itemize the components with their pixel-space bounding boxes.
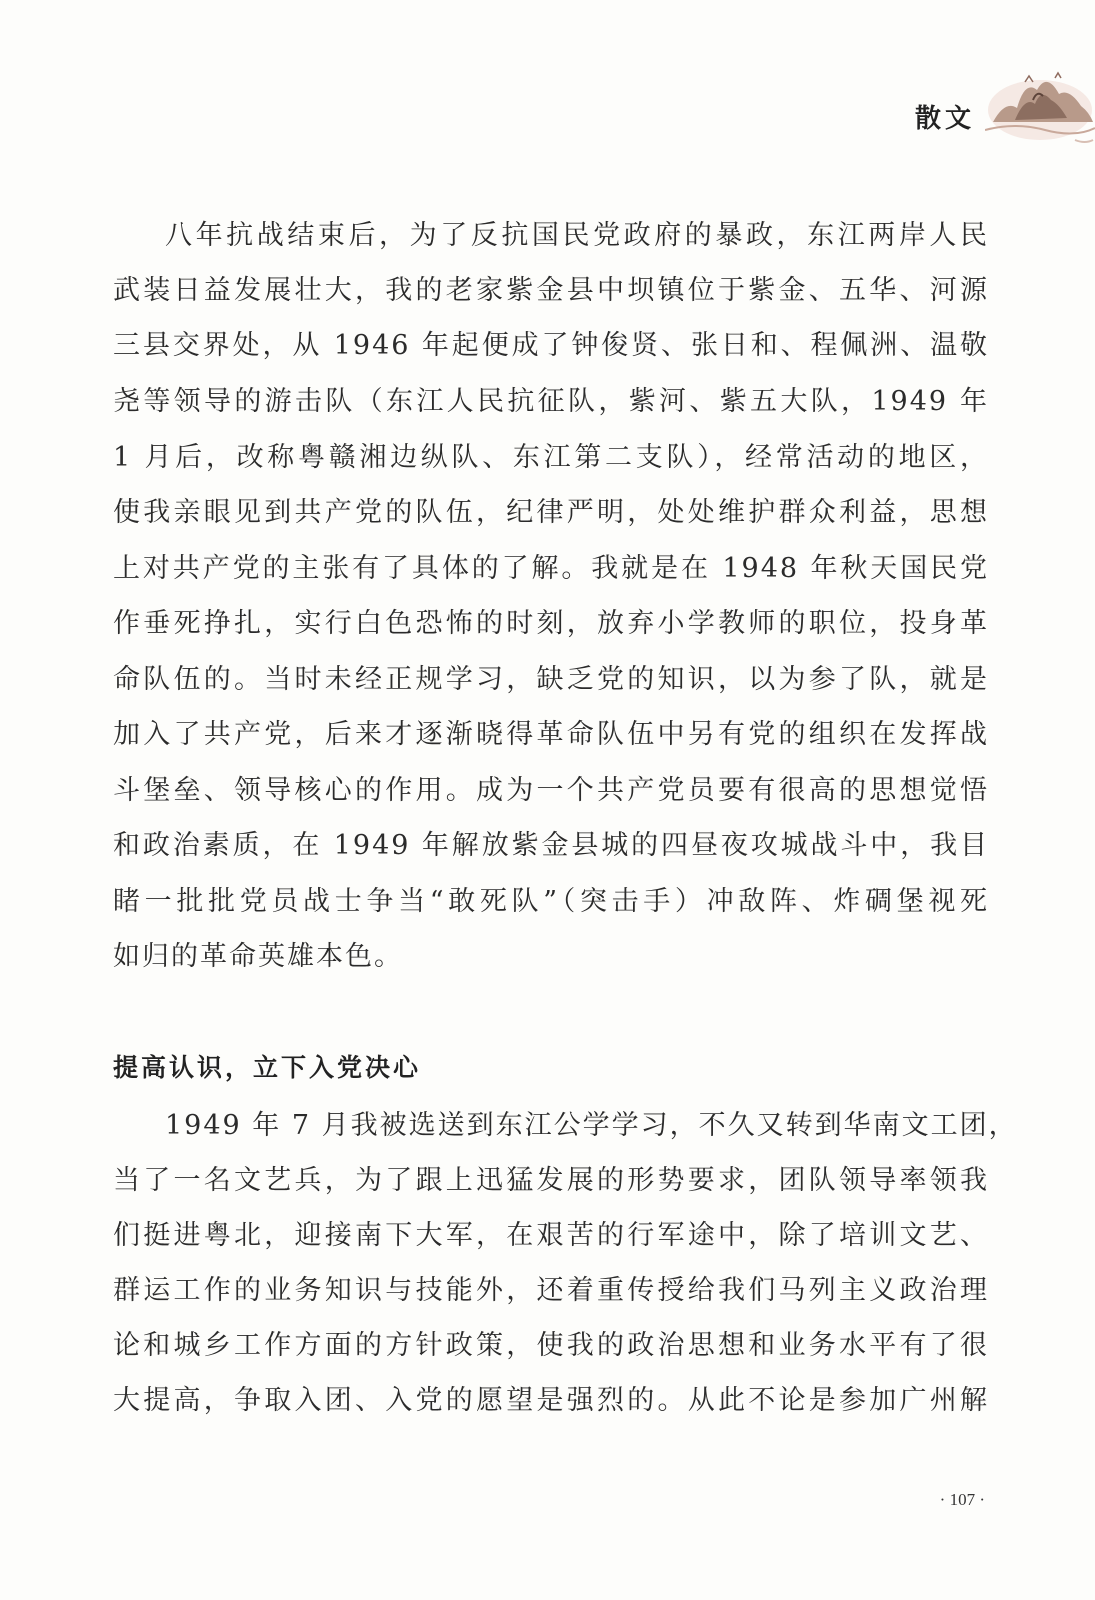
paragraph2-line-5: 论和城乡工作方面的方针政策，使我的政治思想和业务水平有了很 [113, 1330, 989, 1361]
page-header [795, 60, 1095, 170]
paragraph2-line-6: 大提高，争取入团、入党的愿望是强烈的。从此不论是参加广州解 [113, 1385, 989, 1416]
paragraph1-line-2: 武装日益发展壮大，我的老家紫金县中坝镇位于紫金、五华、河源 [113, 275, 989, 306]
paragraph1-line-14: 如归的革命英雄本色。 [113, 941, 403, 972]
paragraph1-line-6: 使我亲眼见到共产党的队伍，纪律严明，处处维护群众利益，思想 [113, 497, 989, 528]
paragraph1-line-10: 加入了共产党，后来才逐渐晓得革命队伍中另有党的组织在发挥战 [113, 719, 989, 750]
paragraph1-line-3: 三县交界处，从 1946 年起便成了钟俊贤、张日和、程佩洲、温敬 [113, 330, 989, 361]
landscape-ornament-icon [985, 60, 1095, 160]
page-number: · 107 · [939, 1490, 985, 1509]
paragraph1-line-1: 八年抗战结束后，为了反抗国民党政府的暴政，东江两岸人民 [165, 220, 989, 251]
paragraph1-line-7: 上对共产党的主张有了具体的了解。我就是在 1948 年秋天国民党 [113, 553, 989, 584]
paragraph1-line-13: 睹一批批党员战士争当“敢死队”（突击手）冲敌阵、炸碉堡视死 [113, 886, 989, 917]
paragraph2-line-3: 们挺进粤北，迎接南下大军，在艰苦的行军途中，除了培训文艺、 [113, 1220, 989, 1251]
paragraph1-line-11: 斗堡垒、领导核心的作用。成为一个共产党员要有很高的思想觉悟 [113, 775, 989, 806]
section-subheading: 提高认识，立下入党决心 [113, 1053, 422, 1082]
paragraph1-line-9: 命队伍的。当时未经正规学习，缺乏党的知识，以为参了队，就是 [113, 664, 989, 695]
paragraph1-line-5: 1 月后，改称粤赣湘边纵队、东江第二支队），经常活动的地区， [113, 442, 989, 473]
paragraph1-line-4: 尧等领导的游击队（东江人民抗征队，紫河、紫五大队，1949 年 [113, 386, 989, 417]
section-label: 散文 [915, 104, 976, 134]
paragraph2-line-2: 当了一名文艺兵，为了跟上迅猛发展的形势要求，团队领导率领我 [113, 1165, 989, 1196]
paragraph2-line-1: 1949 年 7 月我被选送到东江公学学习，不久又转到华南文工团， [165, 1110, 1018, 1141]
paragraph1-line-12: 和政治素质，在 1949 年解放紫金县城的四昼夜攻城战斗中，我目 [113, 830, 989, 861]
paragraph1-line-8: 作垂死挣扎，实行白色恐怖的时刻，放弃小学教师的职位，投身革 [113, 608, 989, 639]
paragraph2-line-4: 群运工作的业务知识与技能外，还着重传授给我们马列主义政治理 [113, 1275, 989, 1306]
